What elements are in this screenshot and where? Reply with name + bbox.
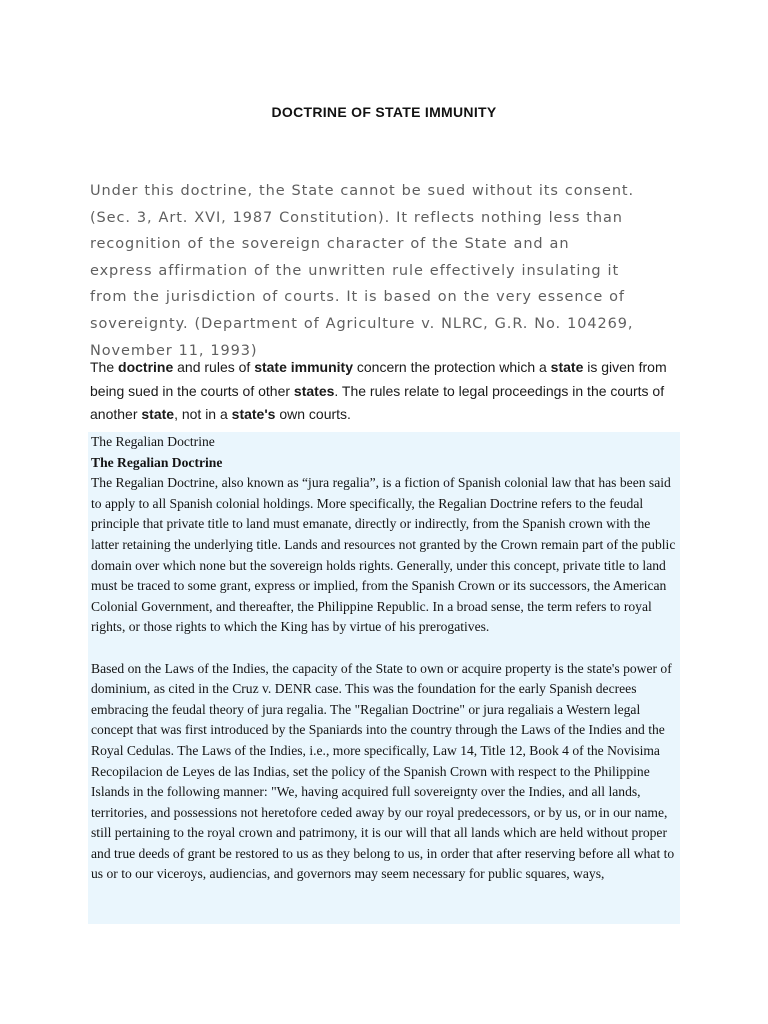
regalian-heading-bold: The Regalian Doctrine	[91, 454, 223, 470]
definition-text: own courts.	[275, 406, 351, 422]
definition-text: concern the protection which a	[353, 359, 551, 375]
definition-text: and rules of	[173, 359, 255, 375]
regalian-paragraph: The Regalian Doctrine, also known as “jura regalia”, is a fiction of Spanish colonial law that has been said to apply to all Spanish colonial holdings. More specifically, the Regalian Doctrine refers to the feudal principle that private title to land must emanate, directly or indirectly, from the Spanish crown with the latter retaining the underlying title. Lands and resources not granted by the Crown remain part of the public domain over which none but the sovereign holds rights. Generally, under this concept, private title to land must be traced to some grant, express or implied, from the Spanish Crown or its successors, the American Colonial Government, and thereafter, the Philippine Republic. In a broad sense, the term refers to royal rights, or those rights to which the King has by virtue of his prerogatives.	[91, 475, 676, 635]
definition-text: . The rules relate to legal proceedings in the courts of another	[90, 382, 665, 422]
intro-line: from the jurisdiction of courts. It is based on the very essence of	[90, 289, 625, 306]
intro-line: (Sec. 3, Art. XVI, 1987 Constitution). It reflects nothing less than	[90, 209, 623, 226]
regalian-heading-plain: The Regalian Doctrine	[91, 434, 215, 449]
intro-line: Under this doctrine, the State cannot be sued without its consent.	[90, 183, 635, 199]
regalian-doctrine-section	[88, 432, 680, 924]
definition-bold-term: state's	[231, 406, 276, 422]
intro-line: express affirmation of the unwritten rule effectively insulating it	[90, 262, 620, 279]
paragraph-spacer	[91, 638, 678, 659]
regalian-paragraph: Based on the Laws of the Indies, the capacity of the State to own or acquire property is the state's power of dominium, as cited in the Cruz v. DENR case. This was the foundation for the early Spanish decrees embracing the feudal theory of jura regalia. The "Regalian Doctrine" or jura regaliais a Western legal concept that was first introduced by the Spaniards into the country through the Laws of the Indies and the Royal Cedulas. The Laws of the Indies, i.e., more specifically, Law 14, Title 12, Book 4 of the Novisima Recopilacion de Leyes de las Indias, set the policy of the Spanish Crown with respect to the Philippine Islands in the following manner: "We, having acquired full sovereignty over the Indies, and all lands, territories, and possessions not heretofore ceded away by our royal predecessors, or by us, or in our name, still pertaining to the royal crown and patrimony, it is our will that all lands which are held without proper and true deeds of grant be restored to us as they belong to us, in order that after reserving before all what to us or to our viceroys, audiencias, and governors may seem necessary for public squares, ways,	[91, 660, 675, 882]
state-immunity-definition	[90, 356, 682, 427]
definition-text: , not in a	[174, 406, 232, 422]
definition-bold-term: states	[293, 382, 335, 399]
intro-line: sovereignty. (Department of Agriculture v. NLRC, G.R. No. 104269,	[90, 315, 634, 332]
intro-line: recognition of the sovereign character of the State and an	[90, 236, 570, 253]
definition-bold-term: state	[141, 406, 175, 422]
definition-text: The	[90, 359, 119, 375]
document-title: DOCTRINE OF STATE IMMUNITY	[271, 104, 497, 120]
definition-text: is given from being sued in the courts of other	[90, 359, 667, 399]
intro-line: November 11, 1993)	[90, 342, 258, 359]
intro-paragraph	[90, 178, 676, 364]
definition-bold-term: state	[550, 359, 584, 375]
definition-bold-term: state immunity	[254, 359, 353, 375]
definition-bold-term: doctrine	[118, 359, 174, 375]
